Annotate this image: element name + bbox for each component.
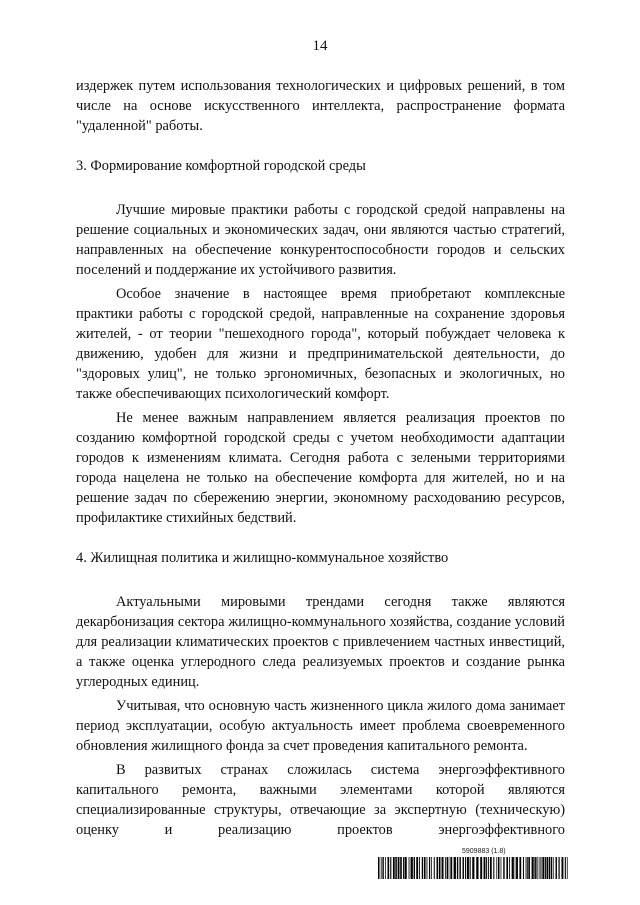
barcode-image: [378, 857, 568, 879]
section-3-paragraph-2: Особое значение в настоящее время приобретают комплексные практики работы с городской средой, направленные на сохранение здоровья жителей, - от теории "пешеходного города", который побуждает человека к движению, удобен для жизни и предпринимательской деятельности, до "здоровых улиц", не только эргономичных, безопасных и экологичных, но также обеспечивающих психологический комфорт.: [76, 286, 565, 402]
section-4-paragraph-1: Актуальными мировыми трендами сегодня также являются декарбонизация сектора жилищно-коммунального хозяйства, создание условий для реализации климатических проектов с привлечением частных инвестиций, а также оценка углеродного следа реализуемых проектов и создание рынка углеродных единиц.: [76, 594, 565, 690]
section-3-paragraph-3: Не менее важным направлением является реализация проектов по созданию комфортной городской среды с учетом необходимости адаптации городов к изменениям климата. Сегодня работа с зелеными территориями города нацелена не только на обеспечение комфорта для жителей, но и на решение задач по сбережению энергии, экономному расходованию ресурсов, профилактике стихийных бедствий.: [76, 410, 565, 526]
page-number: 14: [312, 38, 328, 54]
section-4-paragraph-3: В развитых странах сложилась система энергоэффективного капитального ремонта, важными элементами которой являются специализированные структуры, отвечающие за экспертную (техническую) оценку и реализацию проектов энергоэффективного: [76, 762, 565, 838]
section-3-paragraph-1: Лучшие мировые практики работы с городской средой направлены на решение социальных и экономических задач, они являются частью стратегий, направленных на обеспечение конкурентоспособности городов и сельских поселений и поддержание их устойчивого развития.: [76, 202, 565, 278]
section-4-paragraph-2: Учитывая, что основную часть жизненного цикла жилого дома занимает период эксплуатации, особую актуальность имеет проблема своевременного обновления жилищного фонда за счет проведения капитального ремонта.: [76, 698, 565, 754]
document-body: [76, 76, 565, 840]
intro-paragraph: издержек путем использования технологических и цифровых решений, в том числе на основе искусственного интеллекта, распространение формата "удаленной" работы.: [76, 78, 565, 134]
section-4-heading: 4. Жилищная политика и жилищно-коммунальное хозяйство: [76, 550, 449, 566]
document-code: 5909883 (1.8): [462, 848, 506, 855]
section-3-heading: 3. Формирование комфортной городской среды: [76, 158, 366, 174]
